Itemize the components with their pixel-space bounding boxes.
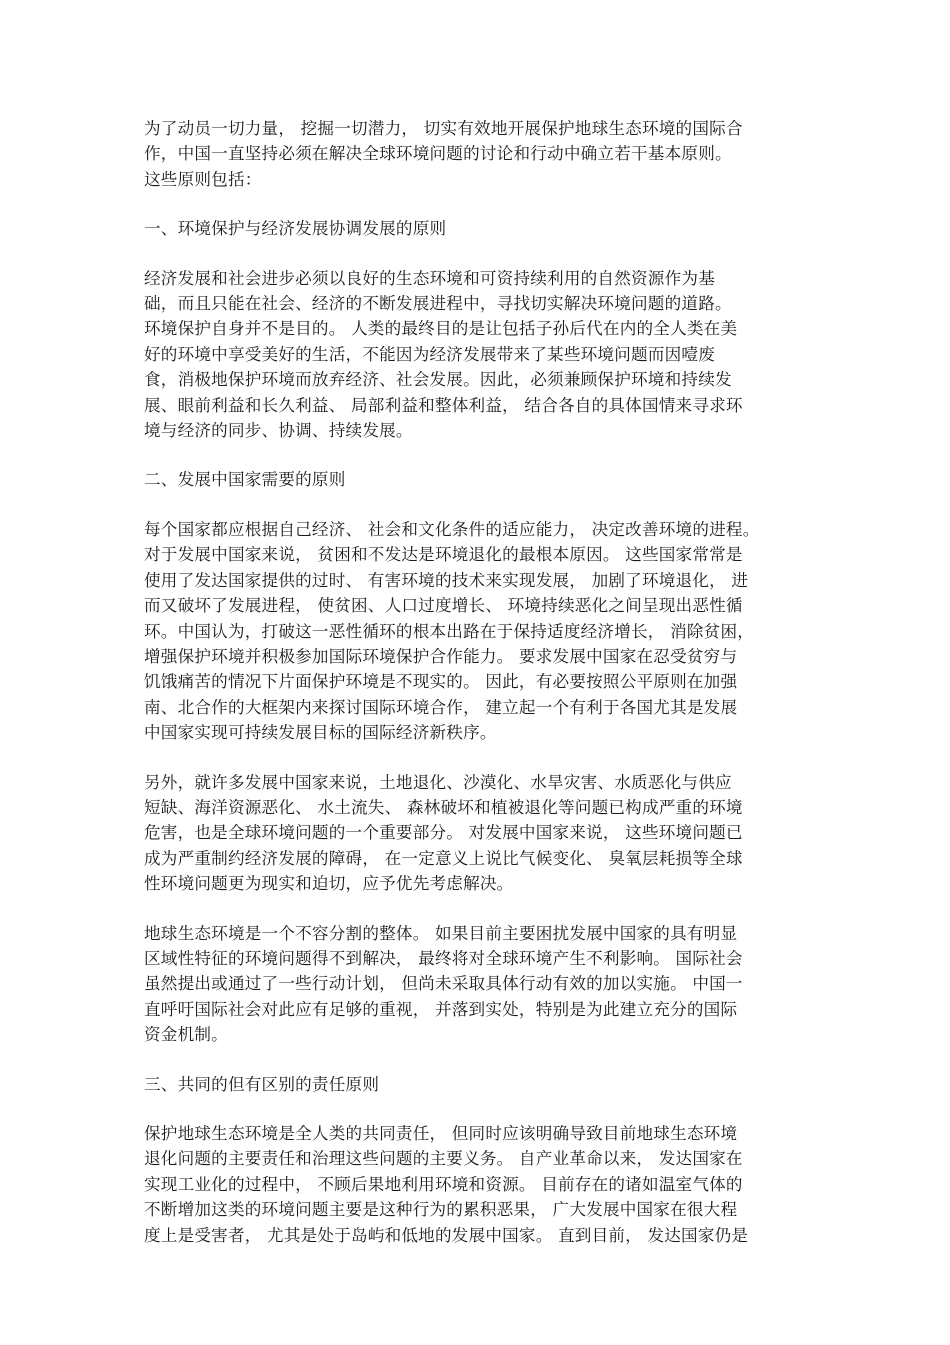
text-line: 虽然提出或通过了一些行动计划， 但尚未采取具体行动有效的加以实施。 中国一 xyxy=(144,974,743,994)
text-line: 环。中国认为，打破这一恶性循环的根本出路在于保持适度经济增长， 消除贫困， xyxy=(144,621,755,641)
paragraph-gap xyxy=(144,443,806,467)
text-line: 好的环境中享受美好的生活，不能因为经济发展带来了某些环境问题而因噎废 xyxy=(144,344,715,364)
text-line: 另外，就许多发展中国家来说，土地退化、沙漠化、水旱灾害、水质恶化与供应 xyxy=(144,772,732,792)
text-line: 退化问题的主要责任和治理这些问题的主要义务。 自产业革命以来， 发达国家在 xyxy=(144,1149,743,1169)
text-line: 性环境问题更为现实和迫切，应予优先考虑解决。 xyxy=(144,874,514,894)
text-line: 对于发展中国家来说， 贫困和不发达是环境退化的最根本原因。 这些国家常常是 xyxy=(144,545,743,565)
paragraph-gap xyxy=(144,1097,806,1121)
text-line: 中国家实现可持续发展目标的国际经济新秩序。 xyxy=(144,723,497,743)
text-line: 作，中国一直坚持必须在解决全球环境问题的讨论和行动中确立若干基本原则。 xyxy=(144,144,732,164)
section-heading xyxy=(144,216,806,241)
text-line: 增强保护环境并积极参加国际环境保护合作能力。 要求发展中国家在忍受贫穷与 xyxy=(144,646,738,666)
text-line: 食，消极地保护环境而放弃经济、社会发展。因此，必须兼顾保护环境和持续发 xyxy=(144,370,732,390)
text-line: 一、环境保护与经济发展协调发展的原则 xyxy=(144,219,447,239)
text-line: 区域性特征的环境问题得不到解决， 最终将对全球环境产生不利影响。 国际社会 xyxy=(144,948,743,968)
text-line: 础，而且只能在社会、经济的不断发展进程中，寻找切实解决环境问题的道路。 xyxy=(144,294,732,314)
document-page xyxy=(144,116,806,1248)
text-line: 每个国家都应根据自己经济、 社会和文化条件的适应能力， 决定改善环境的进程。 xyxy=(144,519,760,539)
paragraph-gap xyxy=(144,897,806,921)
section-heading xyxy=(144,467,806,492)
paragraph-gap xyxy=(144,746,806,770)
paragraph-gap xyxy=(144,1048,806,1072)
text-line: 这些原则包括： xyxy=(144,169,262,189)
paragraph-gap xyxy=(144,192,806,216)
text-line: 度上是受害者， 尤其是处于岛屿和低地的发展中国家。 直到目前， 发达国家仍是 xyxy=(144,1225,749,1245)
section-heading xyxy=(144,1072,806,1097)
text-line: 不断增加这类的环境问题主要是这种行为的累积恶果， 广大发展中国家在很大程 xyxy=(144,1200,738,1220)
paragraph xyxy=(144,266,806,444)
text-line: 资金机制。 xyxy=(144,1025,228,1045)
paragraph xyxy=(144,770,806,897)
text-line: 二、发展中国家需要的原则 xyxy=(144,470,346,490)
text-line: 而又破坏了发展进程， 使贫困、人口过度增长、 环境持续恶化之间呈现出恶性循 xyxy=(144,596,743,616)
text-line: 实现工业化的过程中， 不顾后果地利用环境和资源。 目前存在的诸如温室气体的 xyxy=(144,1174,743,1194)
paragraph xyxy=(144,1121,806,1248)
text-line: 使用了发达国家提供的过时、 有害环境的技术来实现发展， 加剧了环境退化， 进 xyxy=(144,570,749,590)
text-line: 危害，也是全球环境问题的一个重要部分。 对发展中国家来说， 这些环境问题已 xyxy=(144,823,743,843)
paragraph-gap xyxy=(144,242,806,266)
paragraph xyxy=(144,116,806,192)
text-line: 为了动员一切力量， 挖掘一切潜力， 切实有效地开展保护地球生态环境的国际合 xyxy=(144,119,743,138)
text-line: 经济发展和社会进步必须以良好的生态环境和可资持续利用的自然资源作为基 xyxy=(144,268,715,288)
paragraph xyxy=(144,517,806,746)
text-line: 展、眼前利益和长久利益、 局部利益和整体利益， 结合各自的具体国情来寻求环 xyxy=(144,395,743,415)
text-line: 地球生态环境是一个不容分割的整体。 如果目前主要困扰发展中国家的具有明显 xyxy=(144,923,738,943)
paragraph-gap xyxy=(144,493,806,517)
text-line: 环境保护自身并不是目的。 人类的最终目的是让包括子孙后代在内的全人类在美 xyxy=(144,319,738,339)
text-line: 境与经济的同步、协调、持续发展。 xyxy=(144,421,413,441)
text-line: 成为严重制约经济发展的障碍， 在一定意义上说比气候变化、 臭氧层耗损等全球 xyxy=(144,848,743,868)
text-line: 饥饿痛苦的情况下片面保护环境是不现实的。 因此，有必要按照公平原则在加强 xyxy=(144,672,738,692)
text-line: 短缺、海洋资源恶化、 水土流失、 森林破坏和植被退化等问题已构成严重的环境 xyxy=(144,797,743,817)
text-line: 保护地球生态环境是全人类的共同责任， 但同时应该明确导致目前地球生态环境 xyxy=(144,1124,738,1143)
text-line: 三、共同的但有区别的责任原则 xyxy=(144,1074,380,1094)
text-line: 南、北合作的大框架内来探讨国际环境合作， 建立起一个有利于各国尤其是发展 xyxy=(144,697,738,717)
paragraph xyxy=(144,921,806,1048)
text-line: 直呼吁国际社会对此应有足够的重视， 并落到实处，特别是为此建立充分的国际 xyxy=(144,999,738,1019)
